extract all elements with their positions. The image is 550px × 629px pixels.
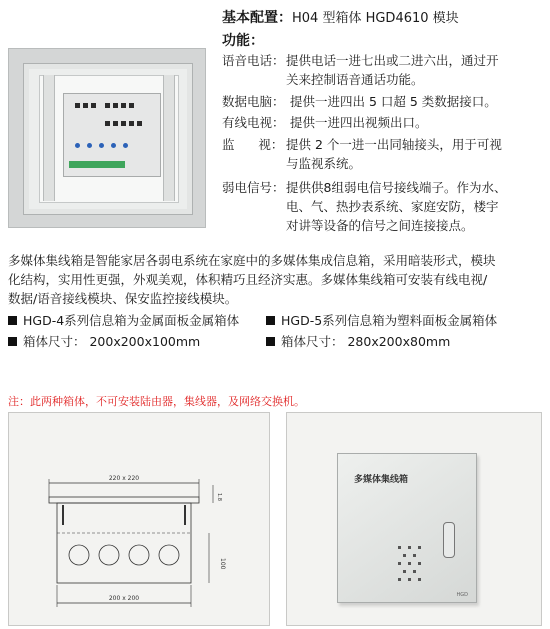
drawing-flange [49, 497, 199, 503]
spec-item [266, 332, 450, 350]
spec-text: 箱体尺寸： 280x200x80mm [281, 334, 451, 349]
enclosure-brand: HGD [456, 592, 468, 598]
knockout-hole [99, 545, 119, 565]
config-line [222, 7, 459, 27]
function-label: 语音电话： [222, 53, 285, 68]
function-label: 有线电视： [222, 115, 285, 130]
enclosure-photo [337, 453, 477, 603]
function-text: 对讲等设备的信号之间连接接点。 [286, 218, 474, 233]
paragraph-line: 多媒体集线箱是智能家居各弱电系统在家庭中的多媒体集成信息箱，采用暗装形式，模块 [8, 253, 496, 268]
bottom-dim-label: 200 x 200 [108, 595, 140, 602]
vent-hole [403, 554, 406, 557]
square-bullet-icon [266, 337, 275, 346]
function-text: 提供 2 个一进一出同轴接头，用于可视 [286, 137, 502, 152]
vent-hole [408, 578, 411, 581]
paragraph-line: 数据/语音接线模块、保安监控接线模块。 [8, 291, 238, 306]
lip-dim-label: 1.8 [216, 493, 222, 501]
function-text: 提供电话一进七出或二进六出，通过开 [286, 53, 499, 68]
spec-text: HGD-4系列信息箱为金属面板金属箱体 [23, 313, 240, 328]
function-text: 提供一进四出 5 口超 5 类数据接口。 [290, 94, 497, 109]
description-paragraph [8, 251, 542, 308]
spec-item [266, 311, 497, 329]
square-bullet-icon [8, 337, 17, 346]
knockout-hole [129, 545, 149, 565]
knockout-hole [69, 545, 89, 565]
vent-hole [403, 570, 406, 573]
vent-hole [398, 546, 401, 549]
vent-hole [418, 578, 421, 581]
square-bullet-icon [8, 316, 17, 325]
knockout-hole [159, 545, 179, 565]
vent-hole [418, 546, 421, 549]
function-label: 监 视： [222, 137, 284, 152]
function-text: 与监视系统。 [286, 156, 362, 171]
config-label: 基本配置： [222, 10, 292, 26]
spec-text: HGD-5系列信息箱为塑料面板金属箱体 [281, 313, 498, 328]
function-text: 关来控制语音通话功能。 [286, 72, 424, 87]
config-value: H04 型箱体 HGD4610 模块 [292, 11, 459, 26]
function-text: 提供供8组弱电信号接线端子。作为水、 [286, 180, 507, 195]
spec-text: 箱体尺寸： 200x200x100mm [23, 334, 201, 349]
square-bullet-icon [266, 316, 275, 325]
vent-hole [413, 554, 416, 557]
function-text: 提供一进四出视频出口。 [290, 115, 428, 130]
top-dim-label: 220 x 220 [108, 475, 140, 482]
vent-hole [398, 578, 401, 581]
paragraph-line: 化结构，实用性更强，外观美观，体积精巧且经济实惠。多媒体集线箱可安装有线电视/ [8, 272, 488, 287]
vent-hole [408, 562, 411, 565]
vent-hole [398, 562, 401, 565]
height-dim-label: 100 [219, 558, 226, 570]
box-photo-panel [286, 412, 542, 626]
spec-item [8, 311, 239, 329]
drawing-body [57, 503, 191, 583]
vent-hole [408, 546, 411, 549]
functions-title: 功能： [222, 33, 264, 49]
spec-item [8, 332, 200, 350]
function-text: 电、气、热抄表系统、家庭安防，楼宇 [286, 199, 499, 214]
dimension-drawing [9, 413, 269, 625]
drawing-panel [8, 412, 270, 626]
function-label: 数据电脑： [222, 94, 285, 109]
vent-hole [418, 562, 421, 565]
enclosure-label: 多媒体集线箱 [354, 475, 409, 485]
functions-list [0, 51, 550, 241]
vent-hole [413, 570, 416, 573]
warning-note: 注：此两种箱体，不可安装陆由器，集线器，及网络交换机。 [8, 395, 305, 408]
latch-icon [443, 522, 455, 558]
function-label: 弱电信号： [222, 180, 285, 195]
